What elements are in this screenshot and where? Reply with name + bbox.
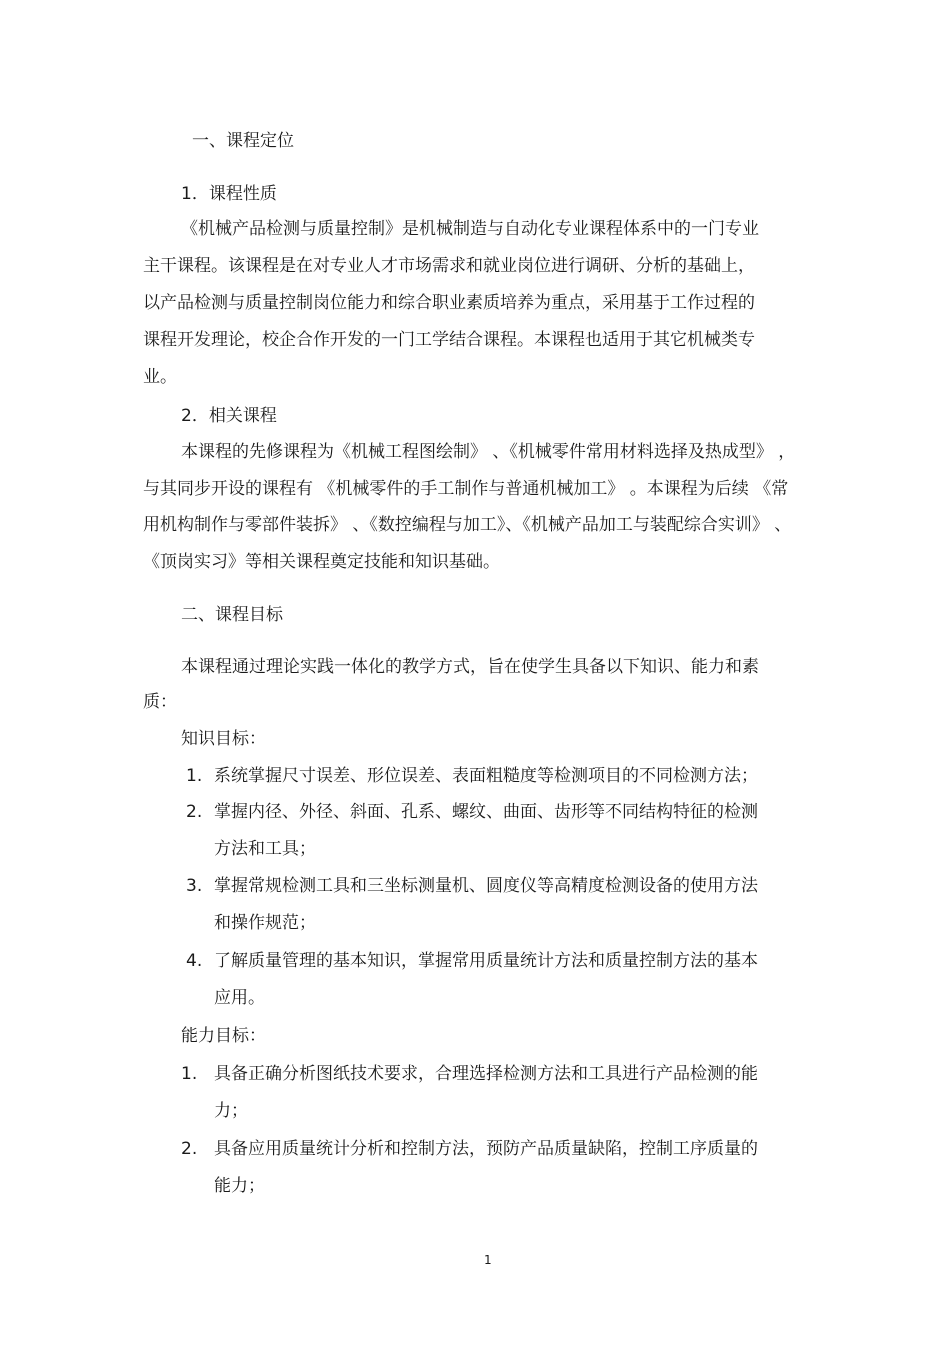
paragraph-line: 本课程的先修课程为《机械工程图绘制》 、《机械零件常用材料选择及热成型》 ， (181, 442, 796, 462)
paragraph-line: 《机械产品检测与质量控制》是机械制造与自动化专业课程体系中的一门专业 (181, 219, 759, 239)
list-item-text: 掌握内径、外径、斜面、孔系、螺纹、曲面、齿形等不同结构特征的检测 (214, 802, 758, 822)
list-item-number: 2. (181, 1139, 198, 1159)
section-heading: 二、课程目标 (181, 605, 283, 625)
list-item-text: 方法和工具； (214, 839, 316, 859)
section-heading: 一、课程定位 (192, 131, 294, 151)
list-heading: 能力目标： (181, 1026, 266, 1046)
paragraph-line: 与其同步开设的课程有 《机械零件的手工制作与普通机械加工》 。本课程为后续 《常 (143, 479, 789, 499)
list-item-text: 系统掌握尺寸误差、形位误差、表面粗糙度等检测项目的不同检测方法； (214, 766, 758, 786)
paragraph-line: 本课程通过理论实践一体化的教学方式，旨在使学生具备以下知识、能力和素 (181, 657, 759, 677)
list-item-number: 2. (186, 802, 203, 822)
paragraph-line: 以产品检测与质量控制岗位能力和综合职业素质培养为重点，采用基于工作过程的 (143, 293, 755, 313)
subsection-heading: 1．课程性质 (181, 184, 277, 204)
list-item-number: 4. (186, 951, 203, 971)
list-item-number: 1. (186, 766, 203, 786)
list-item-text: 能力； (214, 1176, 265, 1196)
list-item-text: 了解质量管理的基本知识，掌握常用质量统计方法和质量控制方法的基本 (214, 951, 758, 971)
paragraph-line: 课程开发理论，校企合作开发的一门工学结合课程。本课程也适用于其它机械类专 (143, 330, 755, 350)
list-item-text: 具备正确分析图纸技术要求，合理选择检测方法和工具进行产品检测的能 (214, 1064, 758, 1084)
list-item-text: 具备应用质量统计分析和控制方法，预防产品质量缺陷，控制工序质量的 (214, 1139, 758, 1159)
list-item-text: 和操作规范； (214, 913, 316, 933)
list-item-number: 3. (186, 876, 203, 896)
subsection-heading: 2．相关课程 (181, 406, 277, 426)
page-number: 1 (484, 1253, 492, 1267)
paragraph-line: 业。 (143, 367, 177, 387)
list-item-text: 力； (214, 1101, 248, 1121)
paragraph-line: 质： (143, 692, 177, 712)
list-heading: 知识目标： (181, 729, 266, 749)
paragraph-line: 主干课程。该课程是在对专业人才市场需求和就业岗位进行调研、分析的基础上， (143, 256, 755, 276)
list-item-text: 应用。 (214, 988, 265, 1008)
list-item-number: 1. (181, 1064, 198, 1084)
paragraph-line: 用机构制作与零部件装拆》 、《数控编程与加工》、《机械产品加工与装配综合实训》 、 (143, 515, 792, 535)
paragraph-line: 《顶岗实习》等相关课程奠定技能和知识基础。 (143, 552, 500, 572)
list-item-text: 掌握常规检测工具和三坐标测量机、圆度仪等高精度检测设备的使用方法 (214, 876, 758, 896)
